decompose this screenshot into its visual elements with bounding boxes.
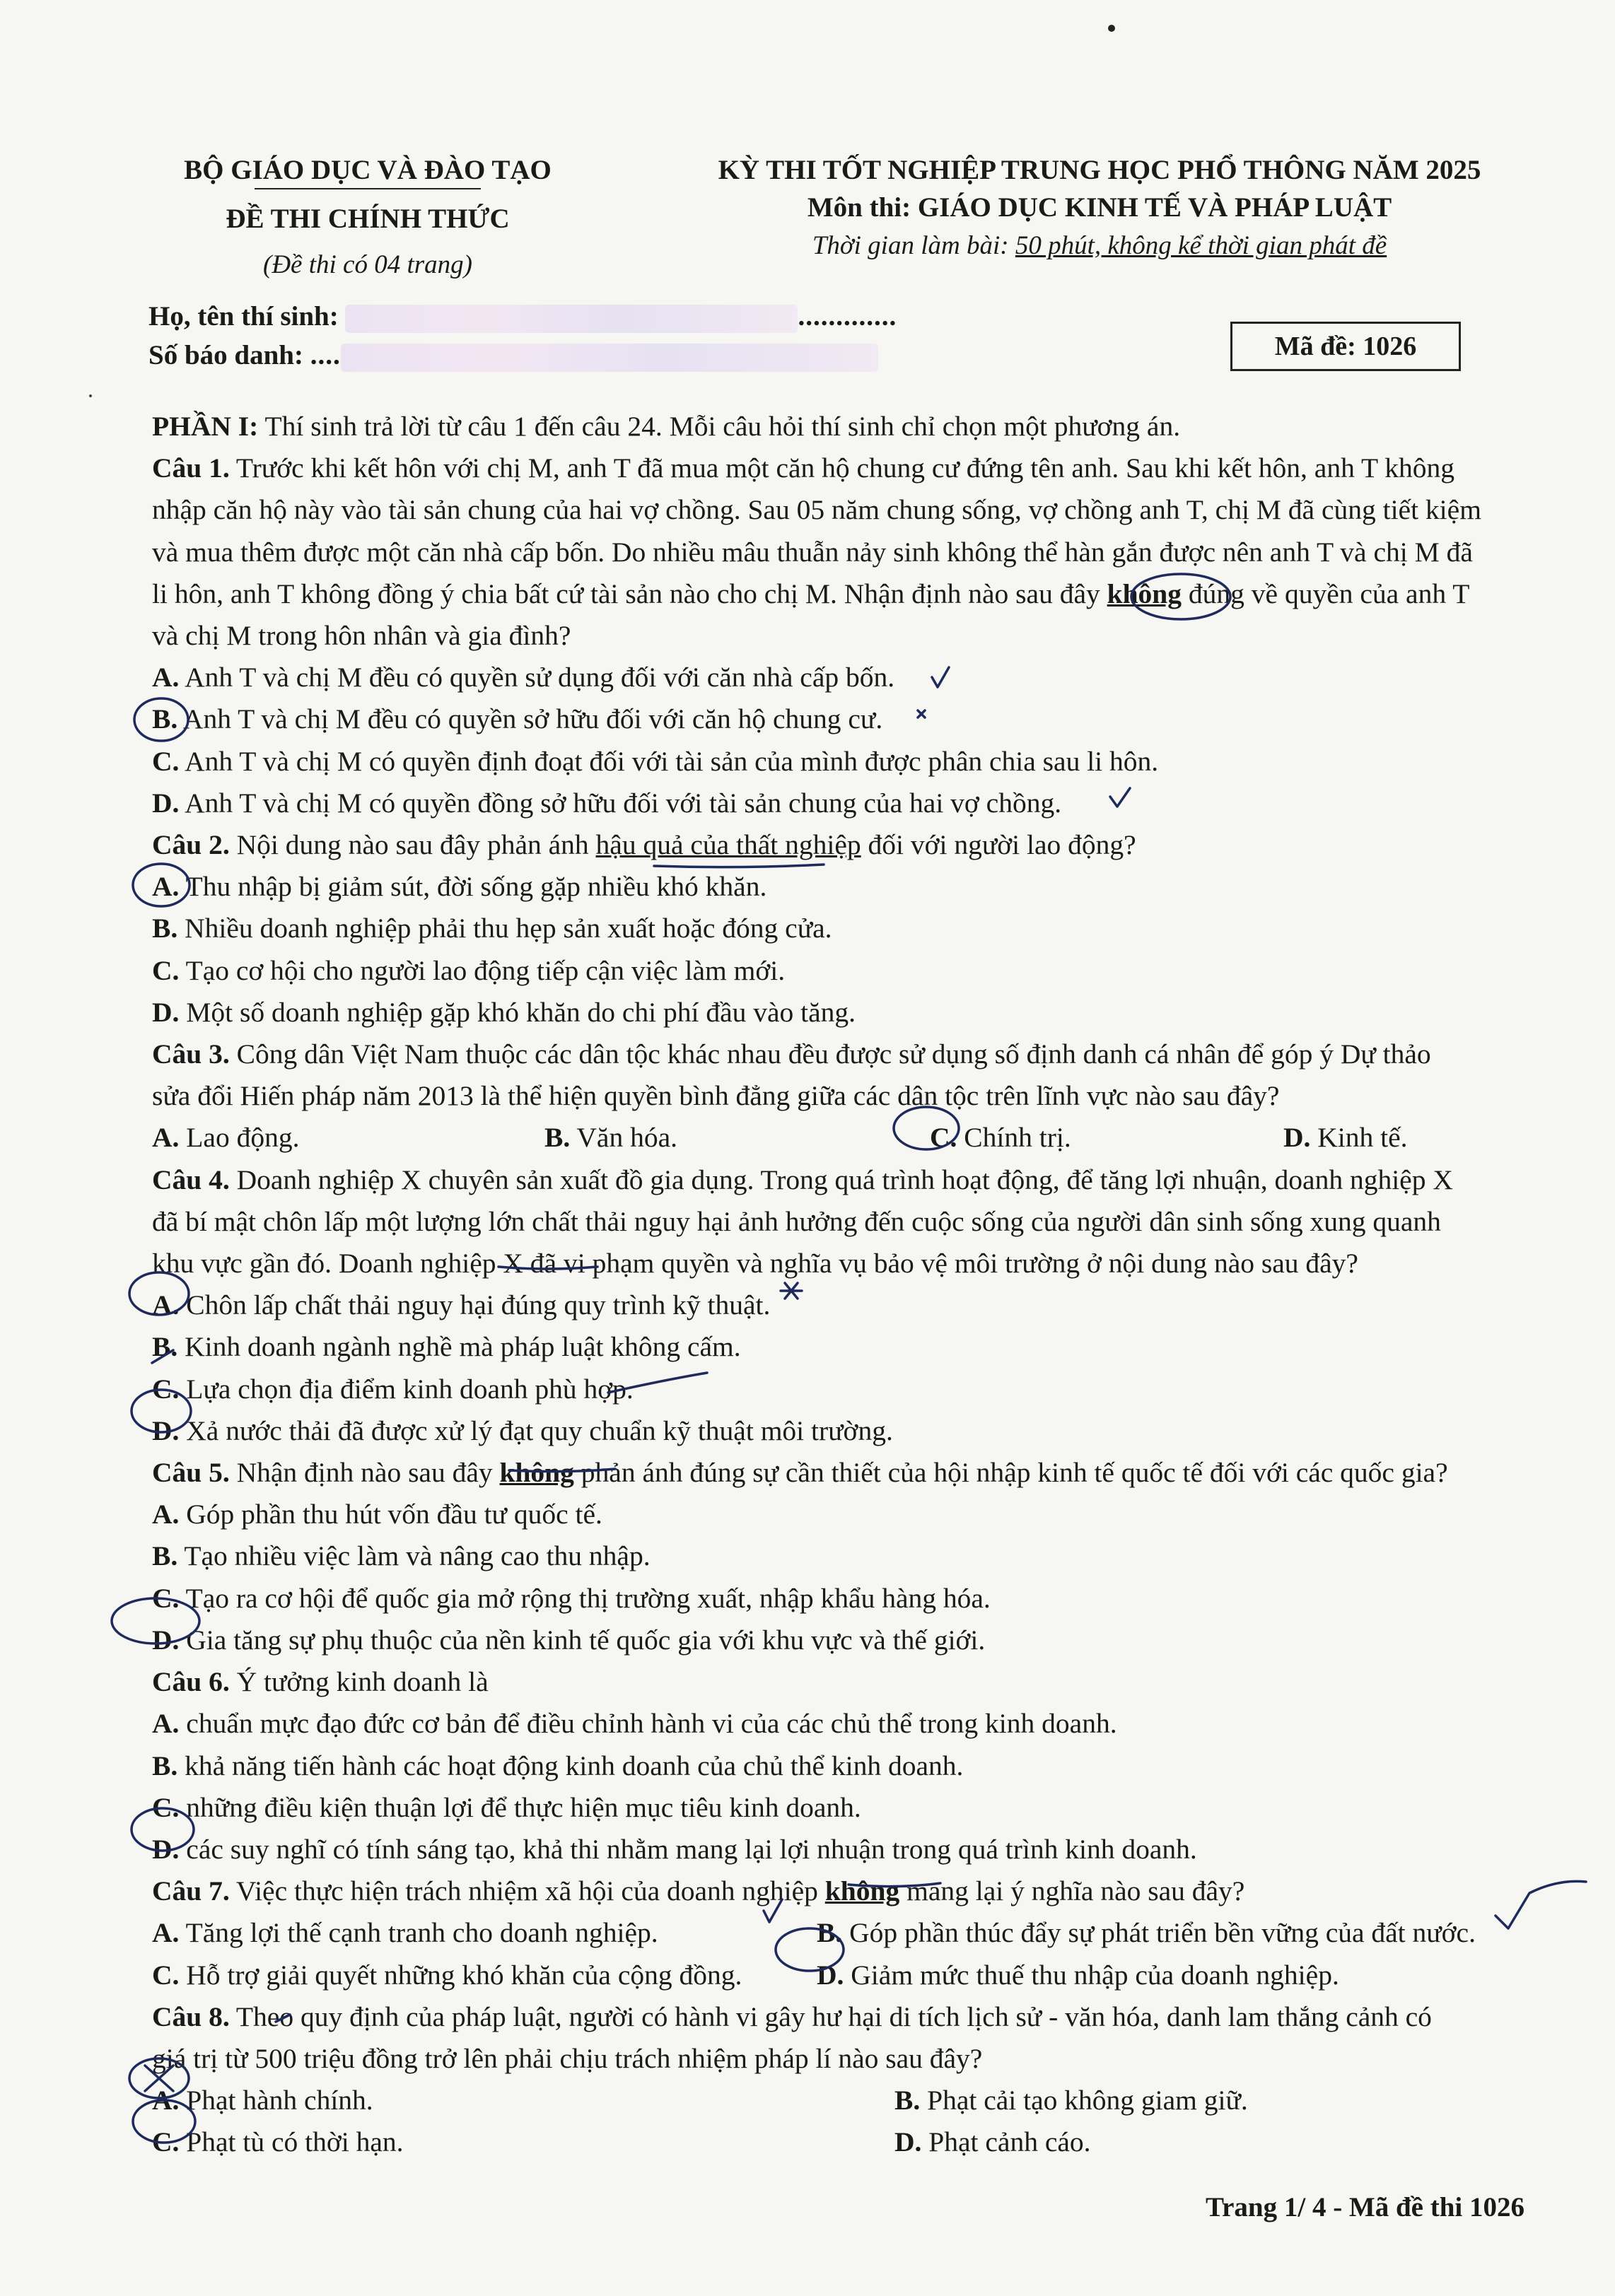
q7-option-a[interactable] — [152, 1912, 817, 1954]
option-text: Lựa chọn địa điểm kinh doanh phù hợp. — [179, 1373, 634, 1405]
option-key: B. — [152, 1331, 178, 1363]
option-key: A. — [152, 2085, 180, 2116]
option-key: A. — [152, 1499, 180, 1530]
option-key: C. — [930, 1122, 957, 1154]
option-key: A. — [152, 1708, 180, 1740]
candidate-id-label: Số báo danh: — [148, 340, 310, 370]
option-text: Tăng lợi thế cạnh tranh cho doanh nghiệp. — [179, 1917, 658, 1949]
option-key: C. — [152, 1959, 180, 1991]
time-value: 50 phút, không kể thời gian phát đề — [1015, 231, 1387, 260]
q8-stem-text: Theo quy định của pháp luật, người có hành vi gây hư hại di tích lịch sử - văn hóa, danh lam thắng cảnh có — [229, 2001, 1432, 2032]
option-text: Giảm mức thuế thu nhập của doanh nghiệp. — [844, 1959, 1339, 1991]
option-text: Lao động. — [179, 1122, 300, 1154]
q3-stem-2: sửa đổi Hiến pháp năm 2013 là thể hiện quyền bình đẳng giữa các dân tộc trên lĩnh vực nào sau đây? — [152, 1080, 1280, 1112]
option-key: D. — [152, 1833, 180, 1865]
ministry-underline — [255, 188, 481, 189]
part1-text: Thí sinh trả lời từ câu 1 đến câu 24. Mỗi câu hỏi thí sinh chỉ chọn một phương án. — [258, 411, 1181, 442]
option-key: C. — [152, 1791, 180, 1823]
q8-stem-1 — [152, 1996, 1531, 2038]
q4-stem-2: đã bí mật chôn lấp một lượng lớn chất thải nguy hại ảnh hưởng đến cuộc sống của người dân sinh sống xung quanh — [152, 1205, 1441, 1237]
q7-label: Câu 7. — [152, 1875, 230, 1907]
part1-title: PHẦN I: — [152, 411, 259, 442]
option-key: C. — [152, 2126, 180, 2158]
time-label: Thời gian làm bài: — [812, 231, 1015, 260]
q1-option-d[interactable] — [152, 783, 1531, 824]
q7-option-c[interactable] — [152, 1955, 817, 1996]
q3-label: Câu 3. — [152, 1038, 230, 1070]
option-key: D. — [817, 1959, 844, 1991]
option-text: Hỗ trợ giải quyết những khó khăn của cộng đồng. — [179, 1959, 742, 1991]
q1-keyword: không — [1107, 578, 1182, 609]
q2-stem-underlined: hậu quả của thất nghiệp — [595, 829, 861, 861]
q5-option-a[interactable] — [152, 1494, 1531, 1535]
q3-option-b[interactable] — [544, 1117, 930, 1159]
header-left — [141, 152, 594, 286]
q1-option-c[interactable] — [152, 741, 1531, 783]
q7-options-row-2 — [152, 1955, 1531, 1996]
q8-option-b[interactable] — [894, 2080, 1248, 2121]
q3-option-d[interactable] — [1283, 1117, 1408, 1159]
q6-label: Câu 6. — [152, 1666, 230, 1698]
q5-label: Câu 5. — [152, 1457, 230, 1489]
option-key: A. — [152, 1289, 180, 1321]
q1-option-b[interactable] — [152, 698, 1531, 740]
exam-content — [152, 406, 1531, 2164]
q8-stem-2: giá trị từ 500 triệu đồng trở lên phải chịu trách nhiệm pháp lí nào sau đây? — [152, 2042, 983, 2074]
q2-stem — [152, 824, 1531, 866]
name-dots: ............. — [798, 301, 897, 332]
option-text: Góp phần thu hút vốn đầu tư quốc tế. — [179, 1499, 602, 1530]
q1-line — [152, 447, 1531, 489]
option-text: Gia tăng sự phụ thuộc của nền kinh tế quốc gia với khu vực và thế giới. — [179, 1624, 986, 1656]
option-text: những điều kiện thuận lợi để thực hiện mục tiêu kinh doanh. — [179, 1791, 861, 1823]
option-text: Xả nước thải đã được xử lý đạt quy chuẩn kỹ thuật môi trường. — [179, 1414, 893, 1446]
option-key: D. — [152, 996, 180, 1028]
option-text: Anh T và chị M đều có quyền sử dụng đối với căn nhà cấp bốn. — [179, 662, 895, 693]
option-key: B. — [817, 1917, 843, 1949]
option-text: Phạt tù có thời hạn. — [179, 2126, 404, 2158]
option-text: Văn hóa. — [570, 1122, 677, 1154]
q8-label: Câu 8. — [152, 2001, 230, 2032]
q7-keyword: không — [824, 1875, 900, 1907]
id-dots-prefix: .... — [310, 340, 341, 370]
option-key: A. — [152, 1917, 180, 1949]
exam-code-box: Mã đề: 1026 — [1230, 322, 1461, 371]
option-key: C. — [152, 954, 180, 986]
part1-instruction — [152, 406, 1531, 447]
q1-stem-4 — [152, 573, 1531, 615]
ink-speck — [89, 394, 92, 397]
q1-stem-2: nhập căn hộ này vào tài sản chung của hai vợ chồng. Sau 05 năm chung sống, vợ chồng anh T, chị M đã cùng tiết kiệm — [152, 494, 1481, 526]
q6-option-b[interactable] — [152, 1745, 1531, 1787]
option-text: khả năng tiến hành các hoạt động kinh doanh của chủ thể kinh doanh. — [177, 1750, 964, 1781]
option-key: A. — [152, 871, 180, 903]
option-text: các suy nghĩ có tính sáng tạo, khả thi nhằm mang lại lợi nhuận trong quá trình kinh doanh. — [179, 1833, 1197, 1865]
option-key: D. — [894, 2126, 922, 2158]
q8-options-row-2 — [152, 2121, 1531, 2163]
option-text: Anh T và chị M đều có quyền sở hữu đối với căn hộ chung cư. — [177, 703, 883, 735]
option-key: B. — [152, 1540, 178, 1572]
official-label: ĐỀ THI CHÍNH THỨC — [226, 204, 510, 234]
q5-keyword: không — [499, 1457, 574, 1489]
option-text: Thu nhập bị giảm sút, đời sống gặp nhiều khó khăn. — [179, 871, 767, 903]
q3-stem-text: Công dân Việt Nam thuộc các dân tộc khác nhau đều được sử dụng số định danh cá nhân để góp ý Dự thảo — [229, 1038, 1431, 1070]
candidate-name-row — [148, 300, 897, 333]
option-key: C. — [152, 1582, 180, 1614]
exam-title: KỲ THI TỐT NGHIỆP TRUNG HỌC PHỔ THÔNG NĂM 2025 — [718, 155, 1481, 185]
option-key: B. — [152, 1750, 178, 1781]
q7-stem — [152, 1870, 1531, 1912]
pages-note: (Đề thi có 04 trang) — [263, 250, 472, 279]
option-key: A. — [152, 662, 180, 693]
option-text: Kinh doanh ngành nghề mà pháp luật không cấm. — [177, 1331, 741, 1363]
q7-option-d[interactable] — [817, 1955, 1339, 1996]
q8-options-row-1 — [152, 2080, 1531, 2121]
q7-stem-a: Việc thực hiện trách nhiệm xã hội của doanh nghiệp — [229, 1875, 825, 1907]
option-key: D. — [152, 1624, 180, 1656]
q1-stem-1: Trước khi kết hôn với chị M, anh T đã mua một căn hộ chung cư đứng tên anh. Sau khi kết hôn, anh T không — [229, 452, 1455, 484]
q5-stem-a: Nhận định nào sau đây — [229, 1457, 500, 1489]
option-key: D. — [1283, 1122, 1311, 1154]
option-key: A. — [152, 1122, 180, 1154]
q7-stem-b: mang lại ý nghĩa nào sau đây? — [899, 1875, 1245, 1907]
option-text: Chính trị. — [957, 1122, 1071, 1154]
q1-stem-5: và chị M trong hôn nhân và gia đình? — [152, 620, 571, 652]
option-text: Phạt cảnh cáo. — [921, 2126, 1091, 2158]
ink-speck — [1108, 25, 1115, 32]
q6-stem-text: Ý tưởng kinh doanh là — [229, 1666, 489, 1698]
q2-label: Câu 2. — [152, 829, 230, 861]
q8-option-d[interactable] — [894, 2121, 1091, 2163]
option-text: chuẩn mực đạo đức cơ bản để điều chỉnh hành vi của các chủ thể trong kinh doanh. — [179, 1708, 1117, 1740]
option-key: B. — [894, 2085, 921, 2116]
q7-option-b[interactable] — [817, 1912, 1476, 1954]
option-key: D. — [152, 787, 180, 819]
option-key: C. — [152, 745, 180, 777]
option-text: Một số doanh nghiệp gặp khó khăn do chi phí đầu vào tăng. — [179, 996, 856, 1028]
q5-option-c[interactable] — [152, 1578, 1531, 1620]
q5-option-d[interactable] — [152, 1620, 1531, 1661]
candidate-id-row — [148, 339, 878, 372]
q4-option-c[interactable] — [152, 1369, 1531, 1410]
q6-option-c[interactable] — [152, 1787, 1531, 1829]
q2-stem-a: Nội dung nào sau đây phản ánh — [229, 829, 596, 861]
q4-stem-3: khu vực gần đó. Doanh nghiệp X đã vi phạm quyền và nghĩa vụ bảo vệ môi trường ở nội dung nào sau đây? — [152, 1248, 1358, 1279]
q4-label: Câu 4. — [152, 1164, 230, 1195]
option-text: Nhiều doanh nghiệp phải thu hẹp sản xuất hoặc đóng cửa. — [177, 913, 832, 944]
q4-stem-1 — [152, 1159, 1531, 1201]
q2-stem-b: đối với người lao động? — [861, 829, 1136, 861]
page-footer: Trang 1/ 4 - Mã đề thi 1026 — [1205, 2192, 1524, 2222]
option-text: Anh T và chị M có quyền đồng sở hữu đối với tài sản chung của hai vợ chồng. — [179, 787, 1062, 819]
q6-stem — [152, 1661, 1531, 1703]
q1-stem-3: và mua thêm được một căn nhà cấp bốn. Do nhiều mâu thuẫn nảy sinh không thể hàn gắn được nên anh T và chị M đã — [152, 536, 1473, 568]
ministry-name: BỘ GIÁO DỤC VÀ ĐÀO TẠO — [184, 155, 552, 185]
option-text: Tạo ra cơ hội để quốc gia mở rộng thị trường xuất, nhập khẩu hàng hóa. — [179, 1582, 991, 1614]
q4-option-d[interactable] — [152, 1410, 1531, 1452]
q4-option-a[interactable] — [152, 1284, 1531, 1326]
q1-stem-4a: li hôn, anh T không đồng ý chia bất cứ tài sản nào cho chị M. Nhận định nào sau đây — [152, 578, 1107, 609]
header-right — [700, 152, 1499, 265]
option-key: B. — [544, 1122, 571, 1154]
option-text: Kinh tế. — [1310, 1122, 1408, 1154]
q8-option-a[interactable] — [152, 2080, 894, 2121]
option-key: B. — [152, 913, 178, 944]
option-text: Chôn lấp chất thải nguy hại đúng quy trình kỹ thuật. — [179, 1289, 771, 1321]
option-key: B. — [152, 703, 178, 735]
q8-option-c[interactable] — [152, 2121, 894, 2163]
q4-stem-text: Doanh nghiệp X chuyên sản xuất đồ gia dụng. Trong quá trình hoạt động, để tăng lợi nhuận, doanh nghiệp X — [229, 1164, 1453, 1195]
q3-option-a[interactable] — [152, 1117, 544, 1159]
q1-option-a[interactable] — [152, 657, 1531, 698]
q7-options-row-1 — [152, 1912, 1531, 1954]
q4-option-b[interactable] — [152, 1326, 1531, 1368]
exam-subject: Môn thi: GIÁO DỤC KINH TẾ VÀ PHÁP LUẬT — [807, 192, 1392, 223]
option-key: C. — [152, 1373, 180, 1405]
q1-label: Câu 1. — [152, 452, 230, 484]
option-text: Tạo nhiều việc làm và nâng cao thu nhập. — [177, 1540, 651, 1572]
q3-option-c[interactable] — [930, 1117, 1283, 1159]
option-key: D. — [152, 1414, 180, 1446]
candidate-name-label: Họ, tên thí sinh: — [148, 301, 346, 332]
option-text: Anh T và chị M có quyền định đoạt đối với tài sản của mình được phân chia sau li hôn. — [179, 745, 1159, 777]
option-text: Tạo cơ hội cho người lao động tiếp cận việc làm mới. — [179, 954, 786, 986]
q2-option-c[interactable] — [152, 950, 1531, 992]
exam-time — [700, 227, 1499, 265]
q2-option-b[interactable] — [152, 908, 1531, 949]
q5-option-b[interactable] — [152, 1535, 1531, 1577]
q6-option-d[interactable] — [152, 1829, 1531, 1870]
q1-stem-4b: đúng về quyền của anh T — [1182, 578, 1470, 609]
q5-stem-b: phản ánh đúng sự cần thiết của hội nhập kinh tế quốc tế đối với các quốc gia? — [573, 1457, 1448, 1489]
q3-options — [152, 1117, 1531, 1159]
q2-option-d[interactable] — [152, 992, 1531, 1033]
option-text: Góp phần thúc đẩy sự phát triển bền vững của đất nước. — [842, 1917, 1476, 1949]
q5-stem — [152, 1452, 1531, 1494]
redacted-name-field[interactable] — [345, 305, 798, 333]
option-text: Phạt cải tạo không giam giữ. — [920, 2085, 1248, 2116]
option-text: Phạt hành chính. — [179, 2085, 373, 2116]
q3-stem-1 — [152, 1033, 1531, 1075]
q2-option-a[interactable] — [152, 866, 1531, 908]
redacted-id-field[interactable] — [341, 344, 878, 372]
q6-option-a[interactable] — [152, 1703, 1531, 1745]
